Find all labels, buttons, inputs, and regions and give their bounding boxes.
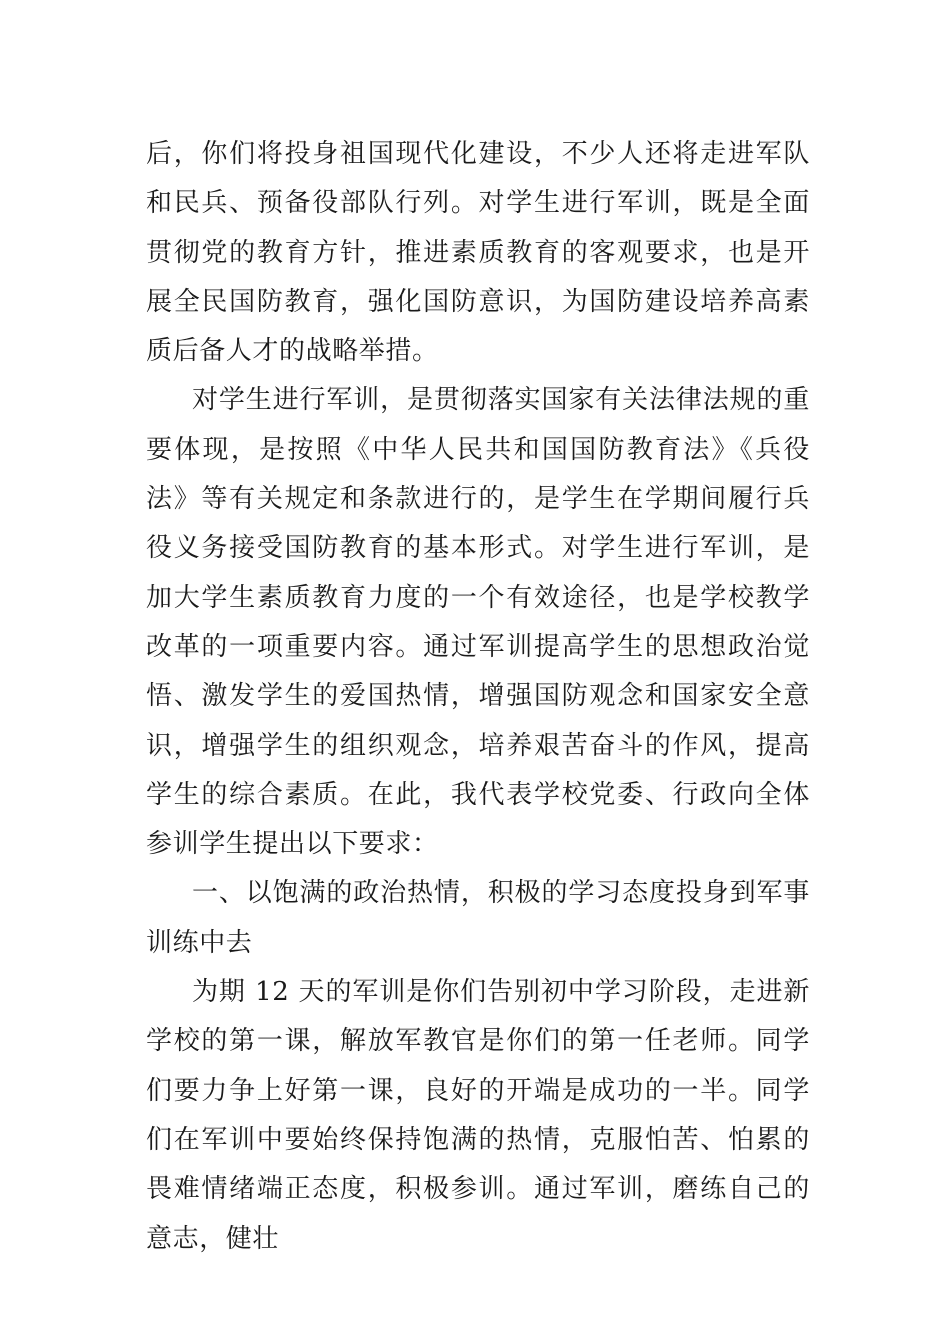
paragraph-3: 为期 12 天的军训是你们告别初中学习阶段，走进新学校的第一课，解放军教官是你们的第一任老师。同学们要力争上好第一课，良好的开端是成功的一半。同学们在军训中要始终保持饱满的热情，克服怕苦、怕累的畏难情绪端正态度，积极参训。通过军训，磨练自己的意志，健壮 bbox=[146, 977, 810, 1254]
document-body bbox=[146, 130, 810, 1264]
section-heading-1: 一、以饱满的政治热情，积极的学习态度投身到军事训练中去 bbox=[146, 878, 810, 958]
paragraph-1: 后，你们将投身祖国现代化建设，不少人还将走进军队和民兵、预备役部队行列。对学生进行军训，既是全面贯彻党的教育方针，推进素质教育的客观要求，也是开展全民国防教育，强化国防意识，为国防建设培养高素质后备人才的战略举措。 bbox=[146, 139, 810, 367]
paragraph-2: 对学生进行军训，是贯彻落实国家有关法律法规的重要体现，是按照《中华人民共和国国防教育法》《兵役法》等有关规定和条款进行的，是学生在学期间履行兵役义务接受国防教育的基本形式。对学生进行军训，是加大学生素质教育力度的一个有效途径，也是学校教学改革的一项重要内容。通过军训提高学生的思想政治觉悟、激发学生的爱国热情，增强国防观念和国家安全意识，增强学生的组织观念，培养艰苦奋斗的作风，提高学生的综合素质。在此，我代表学校党委、行政向全体参训学生提出以下要求： bbox=[146, 385, 810, 860]
